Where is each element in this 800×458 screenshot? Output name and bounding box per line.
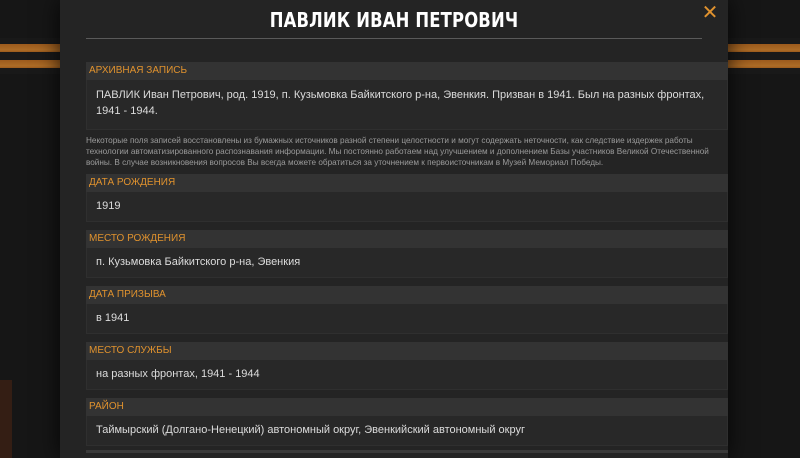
conscription-date-value: в 1941: [86, 304, 728, 334]
district-section: [86, 398, 728, 446]
side-decoration: [0, 380, 12, 458]
title-divider: [86, 38, 702, 39]
birth-place-label: МЕСТО РОЖДЕНИЯ: [86, 230, 728, 248]
conscription-date-section: [86, 286, 728, 334]
service-place-label: МЕСТО СЛУЖБЫ: [86, 342, 728, 360]
district-label: РАЙОН: [86, 398, 728, 416]
district-value: Таймырский (Долгано-Ненецкий) автономный округ, Эвенкийский автономный округ: [86, 416, 728, 446]
birth-place-section: [86, 230, 728, 278]
close-icon[interactable]: ✕: [701, 0, 719, 24]
service-place-value: на разных фронтах, 1941 - 1944: [86, 360, 728, 390]
ribbon-decoration-right: [720, 38, 800, 74]
birth-place-value: п. Кузьмовка Байкитского р-на, Эвенкия: [86, 248, 728, 278]
disclaimer-note: Некоторые поля записей восстановлены из бумажных источников разной степени целостности и могут содержать неточности, как следствие издержек работы технологии автоматизированного распознавания информации. Мы постоянно работаем над улучшением и дополнением Базы участников Великой Отечественной войны. В случае возникновения вопросов Вы всегда можете обратиться за уточнением к первоисточникам в Музей Мемориал Победы.: [86, 136, 709, 167]
archive-record-label: АРХИВНАЯ ЗАПИСЬ: [86, 62, 728, 80]
record-modal: [60, 0, 728, 458]
archive-record-text: ПАВЛИК Иван Петрович, род. 1919, п. Кузьмовка Байкитского р-на, Эвенкия. Призван в 1941. Был на разных фронтах, 1941 - 1944.: [86, 80, 728, 130]
record-content: [86, 62, 728, 454]
modal-title: ПАВЛИК ИВАН ПЕТРОВИЧ: [269, 8, 519, 32]
bottom-divider: [86, 450, 728, 453]
conscription-date-label: ДАТА ПРИЗЫВА: [86, 286, 728, 304]
birth-date-value: 1919: [86, 192, 728, 222]
birth-date-label: ДАТА РОЖДЕНИЯ: [86, 174, 728, 192]
service-place-section: [86, 342, 728, 390]
birth-date-section: [86, 174, 728, 222]
archive-record-section: [86, 62, 728, 130]
